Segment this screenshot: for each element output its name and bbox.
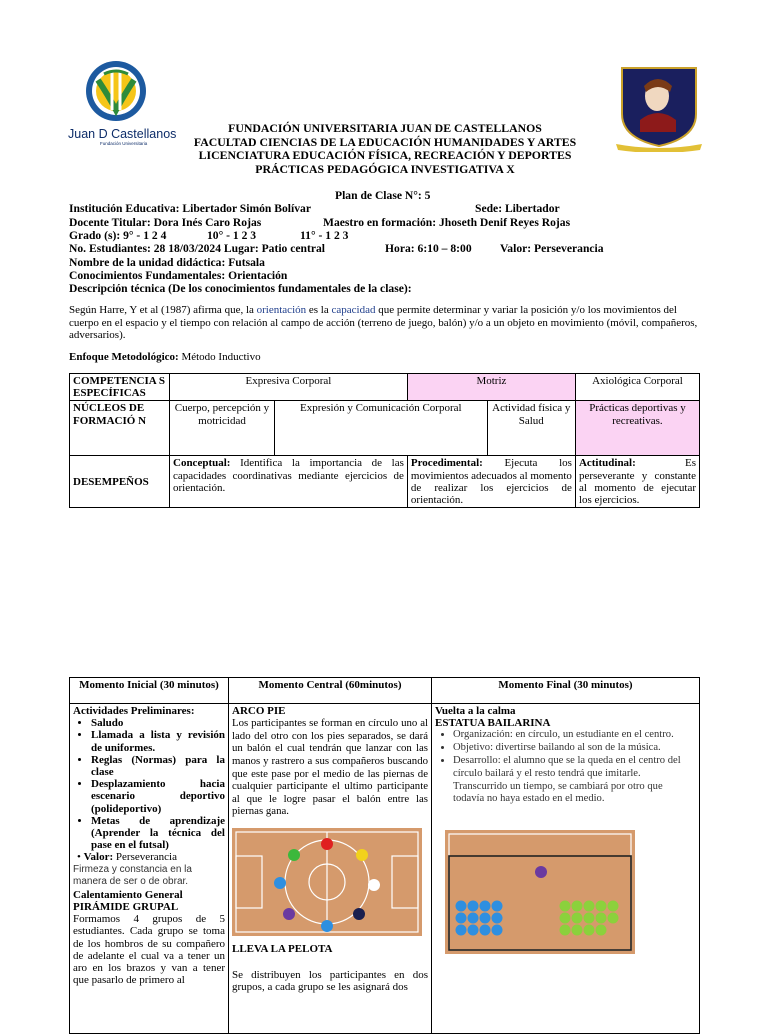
descripcion: Descripción técnica (De los conocimientos fundamentales de la clase): — [69, 282, 412, 295]
lleva-title: LLEVA LA PELOTA — [232, 942, 333, 955]
final-item: • Objetivo: divertirse bailando al son de la música. — [453, 742, 696, 755]
competencia-expresiva: Expresiva Corporal — [170, 374, 408, 401]
court-groups-diagram — [445, 830, 635, 954]
header-line-3: LICENCIATURA EDUCACIÓN FÍSICA, RECREACIÓN Y DEPORTES — [198, 148, 572, 163]
university-logo — [68, 60, 177, 146]
desempeno-conceptual — [170, 456, 408, 508]
valor-line: • Valor: Perseverancia — [77, 851, 177, 864]
final-item: • Desarrollo: el alumno que se la queda en el centro del círculo bailará y el resto tendrá que imitarle. Transcurrido un tiempo, se cambiará por otro que todavía no haya estado en el medio. — [453, 755, 696, 806]
momento-central-cell — [229, 704, 432, 1034]
court-circle-diagram — [232, 828, 422, 936]
prelim-item: • Saludo — [91, 717, 225, 729]
school-seal — [614, 62, 704, 152]
conceptual-label: Conceptual: — [173, 457, 231, 470]
desempeno-procedimental — [407, 456, 575, 508]
momento-inicial-header: Momento Inicial (30 minutos) — [70, 678, 229, 704]
logo-text: Juan D Castellanos — [68, 127, 177, 141]
grado: Grado (s): 9° - 1 2 4 — [69, 229, 167, 242]
arco-pie-diagram — [232, 828, 422, 936]
competencias-label: COMPETENCIA S ESPECÍFICAS — [70, 374, 170, 401]
prelim-list — [73, 717, 225, 851]
institucion: Institución Educativa: Libertador Simón Bolívar — [69, 202, 311, 215]
valor-label: Valor: — [83, 851, 114, 864]
grado-11: 11° - 1 2 3 — [300, 229, 349, 242]
header-line-2: FACULTAD CIENCIAS DE LA EDUCACIÓN HUMANIDADES Y ARTES — [193, 134, 577, 149]
nucleos-label: NÚCLEOS DE FORMACIÓ N — [70, 401, 170, 456]
para-part-c: que permite determinar y variar la posición y/o los movimientos del cuerpo en el espacio y el tiempo con relación al campo de acción (terreno de juego, balón) y/o a un objeto en movimiento (móvil, compañeros, adversarios). — [69, 304, 698, 342]
capacidad-link[interactable]: capacidad — [331, 304, 376, 316]
competencias-table — [69, 373, 700, 508]
competencia-axiologica: Axiológica Corporal — [575, 374, 699, 401]
shield-seal-icon — [614, 62, 704, 152]
competencia-motriz: Motriz — [407, 374, 575, 401]
piramide-title: PIRÁMIDE GRUPAL — [73, 901, 179, 914]
orientacion-link[interactable]: orientación — [256, 304, 307, 316]
arco-text: Los participantes se forman en círculo uno al lado del otro con los pies separados, se dará un balón el cual tendrán que lanzar con las manos y rastrero a sus compañeros buscando que este pase por el medio de las piernas de cualquier participante el ultimo participante al que le logre pasar el balón entre las piernas gana. — [232, 717, 428, 818]
estatua-diagram — [445, 830, 635, 954]
valor-desc: Firmeza y constancia en la manera de ser o de obrar. — [73, 863, 192, 888]
momento-inicial-cell — [70, 704, 229, 1034]
final-item: • Organización: en círculo, un estudiante en el centro. — [453, 729, 696, 742]
momento-final-cell — [432, 704, 700, 1034]
actitudinal-text: Es perseverante y constante al momento de ejecutar los ejercicios. — [578, 457, 696, 507]
momento-central-header: Momento Central (60minutos) — [229, 678, 432, 704]
conocimientos: Conocimientos Fundamentales: Orientación — [69, 269, 288, 282]
valor-value: Perseverancia — [113, 851, 177, 864]
desempeno-actitudinal — [575, 456, 699, 508]
prelim-item: • Metas de aprendizaje (Aprender la técnica del pase en el futsal) — [91, 815, 225, 852]
prelim-item: • Llamada a lista y revisión de uniformes. — [91, 729, 225, 753]
prelim-title: Actividades Preliminares: — [73, 705, 195, 717]
hora: Hora: 6:10 – 8:00 — [385, 242, 472, 255]
actitudinal-label: Actitudinal: — [578, 457, 636, 470]
enfoque-label: Enfoque Metodológico: — [69, 351, 179, 363]
procedimental-text: Ejecuta los movimientos adecuados al momento de realizar los ejercicios de orientación. — [410, 457, 572, 507]
vuelta-title: Vuelta a la calma — [435, 705, 516, 717]
nucleo-practicas: Prácticas deportivas y recreativas. — [575, 401, 699, 456]
calentamiento-title: Calentamiento General — [73, 888, 183, 901]
para-part-b: es la — [306, 304, 332, 316]
grado-10: 10° - 1 2 3 — [207, 229, 257, 242]
docente: Docente Titular: Dora Inés Caro Rojas — [69, 216, 262, 229]
valor: Valor: Perseverancia — [500, 242, 604, 255]
maestro: Maestro en formación: Jhoseth Denif Reyes Rojas — [323, 216, 571, 229]
sede: Sede: Libertador — [475, 202, 560, 215]
desempenos-label: DESEMPEÑOS — [70, 456, 170, 508]
final-list — [435, 729, 696, 806]
prelim-item: • Desplazamiento hacia escenario deportivo (polideportivo) — [91, 778, 225, 815]
conceptual-text: Identifica la importancia de las capacidades coordinativas mediante ejercicios de orientación. — [173, 457, 404, 494]
plan-title: Plan de Clase N°: 5 — [335, 189, 431, 202]
header-line-1: FUNDACIÓN UNIVERSITARIA JUAN DE CASTELLANOS — [228, 121, 542, 135]
piramide-text: Formamos 4 grupos de 5 estudiantes. Cada grupo se toma de los hombros de su compañero de adelante el cual va a tener un aro en los brazos y van a tener que pasarlo de primero al — [73, 913, 225, 987]
procedimental-label: Procedimental: — [410, 457, 483, 470]
lleva-text: Se distribuyen los participantes en dos grupos, a cada grupo se les asignará dos — [232, 969, 428, 994]
laurel-logo-icon — [68, 60, 168, 122]
estudiantes: No. Estudiantes: 28 18/03/2024 Lugar: Patio central — [69, 242, 326, 255]
arco-title: ARCO PIE — [232, 705, 286, 717]
momento-final-header: Momento Final (30 minutos) — [432, 678, 700, 704]
prelim-item: • Reglas (Normas) para la clase — [91, 754, 225, 778]
nucleo-cuerpo: Cuerpo, percepción y motricidad — [170, 401, 275, 456]
momentos-table — [69, 677, 700, 1034]
unidad: Nombre de la unidad didáctica: Futsala — [69, 256, 265, 269]
nucleo-expresion: Expresión y Comunicación Corporal — [275, 401, 488, 456]
estatua-title: ESTATUA BAILARINA — [435, 717, 551, 730]
enfoque — [69, 351, 261, 364]
para-part-a: Según Harre, Y et al (1987) afirma que, la — [69, 304, 257, 316]
nucleo-actividad: Actividad física y Salud — [487, 401, 575, 456]
institution-header — [170, 122, 600, 176]
descripcion-paragraph — [69, 304, 701, 342]
logo-subtext: Fundación Universitaria — [100, 141, 148, 146]
enfoque-value: Método Inductivo — [178, 351, 261, 363]
header-line-4: PRÁCTICAS PEDAGÓGICA INVESTIGATIVA X — [255, 161, 515, 176]
